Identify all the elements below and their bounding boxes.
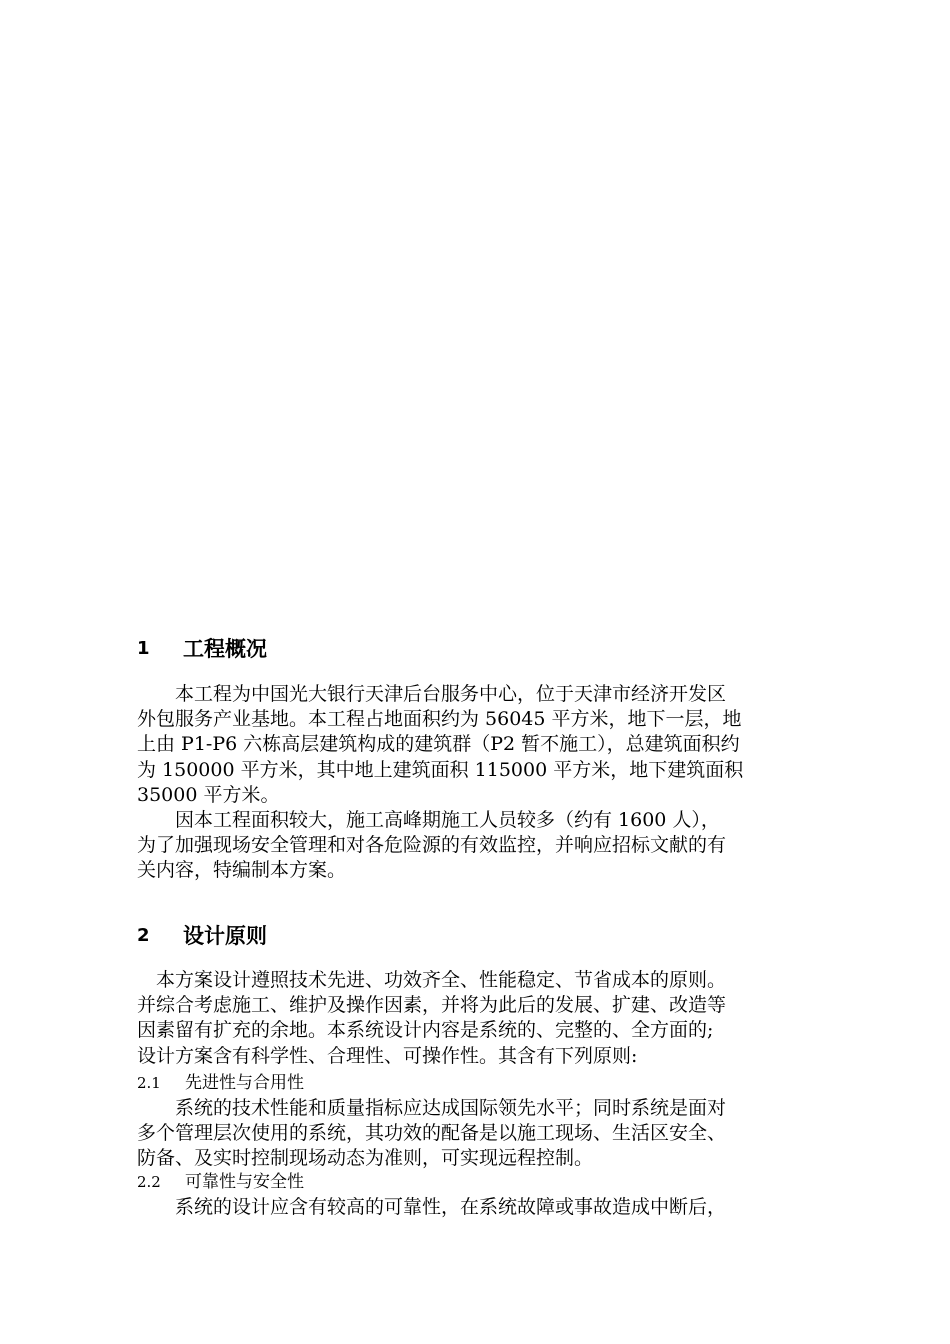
text-line: 外包服务产业基地。本工程占地面积约为 56045 平方米，地下一层，地 <box>137 708 742 731</box>
section-1-paragraph-2 <box>137 808 849 884</box>
text-line: 因本工程面积较大，施工高峰期施工人员较多（约有 1600 人）， <box>137 809 720 831</box>
text-line: 多个管理层次使用的系统，其功效的配备是以施工现场、生活区安全、 <box>137 1122 727 1145</box>
text-line: 因素留有扩充的余地。本系统设计内容是系统的、完整的、全方面的; <box>137 1019 714 1042</box>
section-2-paragraph-1 <box>137 968 849 1069</box>
subsection-2-2-paragraph <box>137 1195 849 1220</box>
section-2-number: 2 <box>137 924 150 946</box>
text-line: 为了加强现场安全管理和对各危险源的有效监控，并响应招标文献的有 <box>137 834 727 857</box>
text-line: 设计方案含有科学性、合理性、可操作性。其含有下列原则: <box>137 1044 638 1067</box>
text-line: 35000 平方米。 <box>137 783 280 806</box>
section-1-paragraph-1 <box>137 682 849 808</box>
section-2-heading <box>137 920 267 950</box>
section-2-title: 设计原则 <box>183 924 267 948</box>
text-line: 关内容，特编制本方案。 <box>137 859 347 882</box>
text-line: 系统的技术性能和质量指标应达成国际领先水平；同时系统是面对 <box>137 1097 727 1119</box>
text-line: 系统的设计应含有较高的可靠性，在系统故障或事故造成中断后， <box>137 1196 727 1218</box>
section-1-number: 1 <box>137 637 150 659</box>
text-line: 本方案设计遵照技术先进、功效齐全、性能稳定、节省成本的原则。 <box>137 969 727 991</box>
text-line: 防备、及实时控制现场动态为准则，可实现远程控制。 <box>137 1147 594 1170</box>
text-line: 上由 P1-P6 六栋高层建筑构成的建筑群（P2 暂不施工），总建筑面积约 <box>137 733 740 756</box>
section-1-heading <box>137 633 267 663</box>
subsection-2-2-heading <box>137 1170 304 1194</box>
text-line: 本工程为中国光大银行天津后台服务中心，位于天津市经济开发区 <box>137 683 727 705</box>
subsection-2-1-heading <box>137 1071 304 1095</box>
subsection-2-2-title: 可靠性与安全性 <box>185 1172 304 1192</box>
subsection-2-2-number: 2.2 <box>137 1173 161 1191</box>
text-line: 为 150000 平方米，其中地上建筑面积 115000 平方米，地下建筑面积 <box>137 758 744 781</box>
subsection-2-1-paragraph <box>137 1096 849 1172</box>
subsection-2-1-title: 先进性与合用性 <box>185 1073 304 1093</box>
text-line: 并综合考虑施工、维护及操作因素，并将为此后的发展、扩建、改造等 <box>137 994 727 1017</box>
section-1-title: 工程概况 <box>183 637 267 661</box>
subsection-2-1-number: 2.1 <box>137 1074 161 1092</box>
